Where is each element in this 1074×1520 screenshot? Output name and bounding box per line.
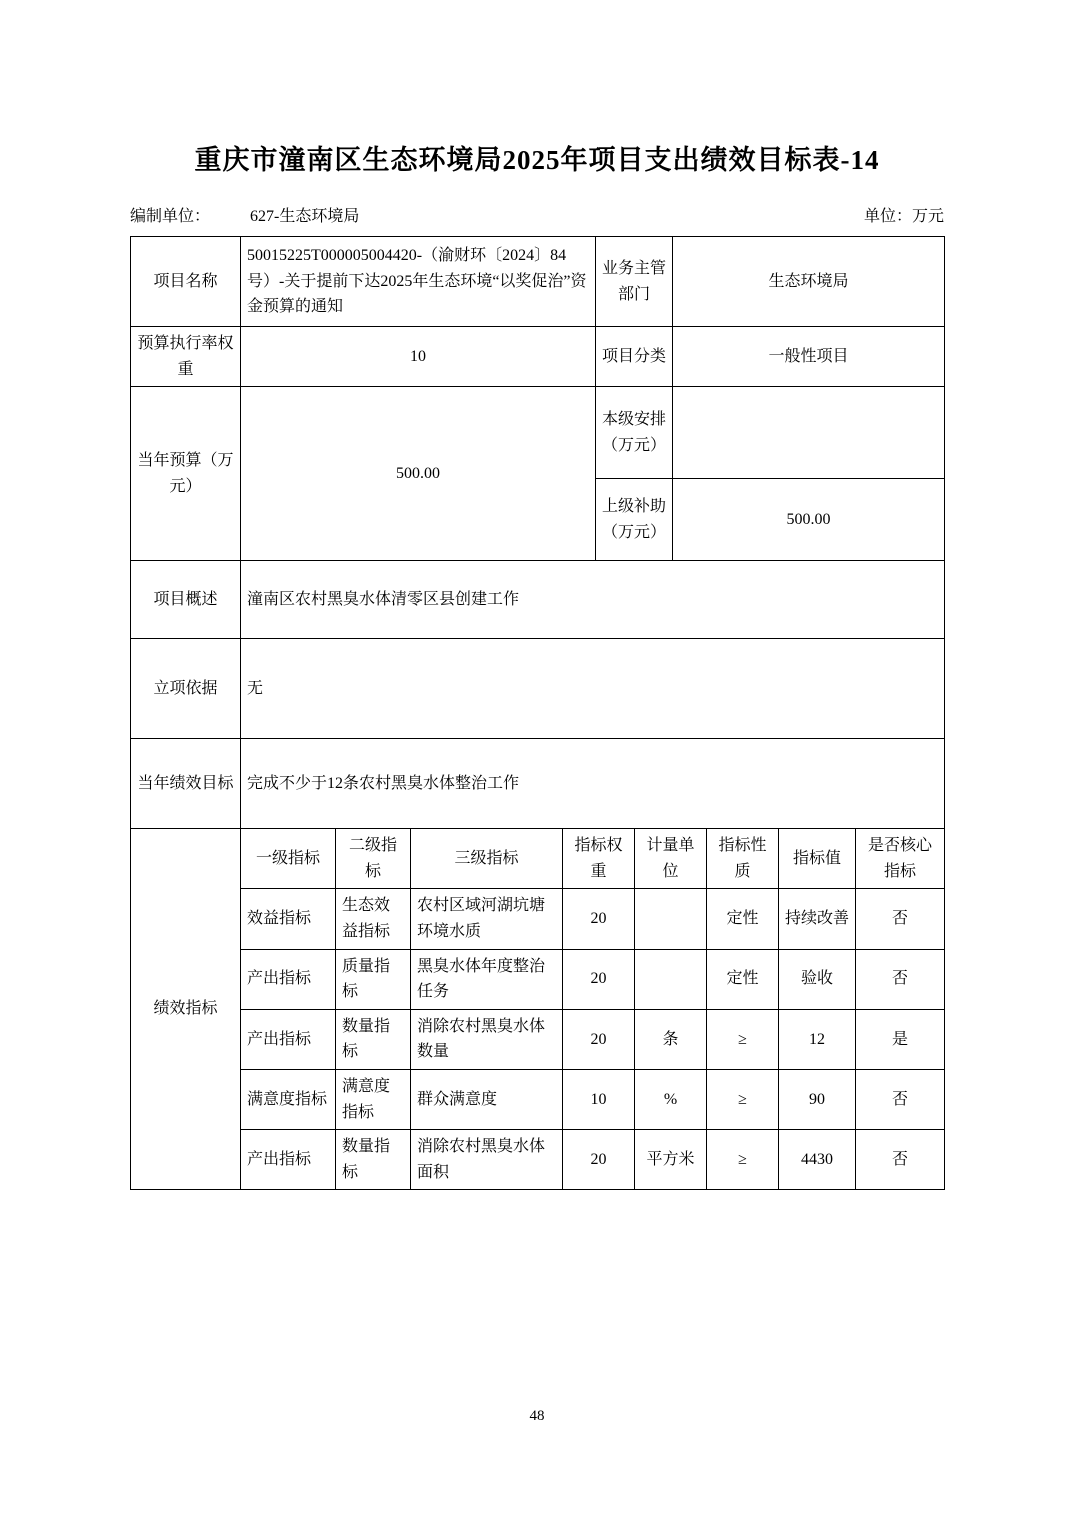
indicator-cell: 消除农村黑臭水体面积 [411, 1130, 563, 1190]
project-name-value: 50015225T000005004420-（渝财环〔2024〕84号）-关于提前下达2025年生态环境“以奖促治”资金预算的通知 [241, 237, 596, 327]
page-title: 重庆市潼南区生态环境局2025年项目支出绩效目标表-14 [194, 145, 880, 175]
superior-subsidy-label: 上级补助（万元） [596, 479, 673, 561]
indicator-cell: 持续改善 [779, 889, 856, 949]
category-label: 项目分类 [596, 327, 673, 387]
basis-value: 无 [241, 639, 945, 739]
basis-label: 立项依据 [131, 639, 241, 739]
indicator-cell: 否 [856, 949, 945, 1009]
indicator-cell: 生态效益指标 [336, 889, 411, 949]
indicator-cell: 农村区域河湖坑塘环境水质 [411, 889, 563, 949]
indicator-cell: 产出指标 [241, 1009, 336, 1069]
budget-rate-label: 预算执行率权重 [131, 327, 241, 387]
indicator-cell: 条 [635, 1009, 707, 1069]
indicator-cell: 20 [563, 889, 635, 949]
row-basis [131, 639, 945, 739]
row-year-budget-local [131, 387, 945, 479]
indicator-cell: 4430 [779, 1130, 856, 1190]
indicator-cell: 是 [856, 1009, 945, 1069]
row-project-name [131, 237, 945, 327]
main-table [130, 236, 944, 1190]
summary-table [130, 560, 945, 829]
indicator-cell: 否 [856, 1069, 945, 1129]
indicator-cell: 12 [779, 1009, 856, 1069]
indicator-row [131, 1069, 945, 1129]
indicator-row [131, 1130, 945, 1190]
indicator-cell: 否 [856, 889, 945, 949]
indicators-section-label: 绩效指标 [131, 829, 241, 1190]
indicator-row [131, 949, 945, 1009]
row-overview [131, 561, 945, 639]
indicators-header-row [131, 829, 945, 889]
header-level3: 三级指标 [411, 829, 563, 889]
indicator-cell: ≥ [707, 1069, 779, 1129]
header-value: 指标值 [779, 829, 856, 889]
indicator-cell: 10 [563, 1069, 635, 1129]
indicator-cell: 消除农村黑臭水体数量 [411, 1009, 563, 1069]
year-budget-label: 当年预算（万元） [131, 387, 241, 561]
header-unit: 计量单位 [635, 829, 707, 889]
header-nature: 指标性质 [707, 829, 779, 889]
page-number: 48 [529, 1408, 545, 1424]
dept-value: 生态环境局 [673, 237, 945, 327]
indicator-cell: 验收 [779, 949, 856, 1009]
local-arrangement-label: 本级安排（万元） [596, 387, 673, 479]
goal-label: 当年绩效目标 [131, 739, 241, 829]
project-name-label: 项目名称 [131, 237, 241, 327]
indicator-cell: 20 [563, 1130, 635, 1190]
indicator-cell: ≥ [707, 1009, 779, 1069]
indicator-cell: % [635, 1069, 707, 1129]
prepared-by-label: 编制单位： [130, 208, 211, 225]
unit-label: 单位：万元 [863, 208, 944, 225]
indicator-cell: 20 [563, 949, 635, 1009]
category-value: 一般性项目 [673, 327, 945, 387]
overview-value: 潼南区农村黑臭水体清零区县创建工作 [241, 561, 945, 639]
header-level1: 一级指标 [241, 829, 336, 889]
header-level2: 二级指标 [336, 829, 411, 889]
budget-rate-value: 10 [241, 327, 596, 387]
indicator-cell: 满意度指标 [336, 1069, 411, 1129]
info-table [130, 236, 945, 561]
prepared-by-value: 627-生态环境局 [250, 208, 360, 225]
year-budget-value: 500.00 [241, 387, 596, 561]
indicator-cell: 90 [779, 1069, 856, 1129]
indicator-cell [635, 889, 707, 949]
indicator-cell: 数量指标 [336, 1130, 411, 1190]
indicator-cell: 定性 [707, 889, 779, 949]
indicator-cell: 满意度指标 [241, 1069, 336, 1129]
indicator-cell: 平方米 [635, 1130, 707, 1190]
indicator-cell: 质量指标 [336, 949, 411, 1009]
indicator-row [131, 889, 945, 949]
meta-row [130, 203, 944, 226]
header-weight: 指标权重 [563, 829, 635, 889]
goal-value: 完成不少于12条农村黑臭水体整治工作 [241, 739, 945, 829]
indicator-cell: 产出指标 [241, 1130, 336, 1190]
dept-label: 业务主管部门 [596, 237, 673, 327]
indicator-cell: 黑臭水体年度整治任务 [411, 949, 563, 1009]
indicator-row [131, 1009, 945, 1069]
local-arrangement-value [673, 387, 945, 479]
indicator-cell: 20 [563, 1009, 635, 1069]
indicator-cell: 产出指标 [241, 949, 336, 1009]
superior-subsidy-value: 500.00 [673, 479, 945, 561]
header-core: 是否核心指标 [856, 829, 945, 889]
indicator-cell: 数量指标 [336, 1009, 411, 1069]
overview-label: 项目概述 [131, 561, 241, 639]
row-budget-rate [131, 327, 945, 387]
indicator-cell: 定性 [707, 949, 779, 1009]
indicator-cell: 否 [856, 1130, 945, 1190]
indicator-cell [635, 949, 707, 1009]
indicator-cell: ≥ [707, 1130, 779, 1190]
row-goal [131, 739, 945, 829]
indicators-table [130, 828, 945, 1190]
indicator-cell: 效益指标 [241, 889, 336, 949]
indicator-cell: 群众满意度 [411, 1069, 563, 1129]
